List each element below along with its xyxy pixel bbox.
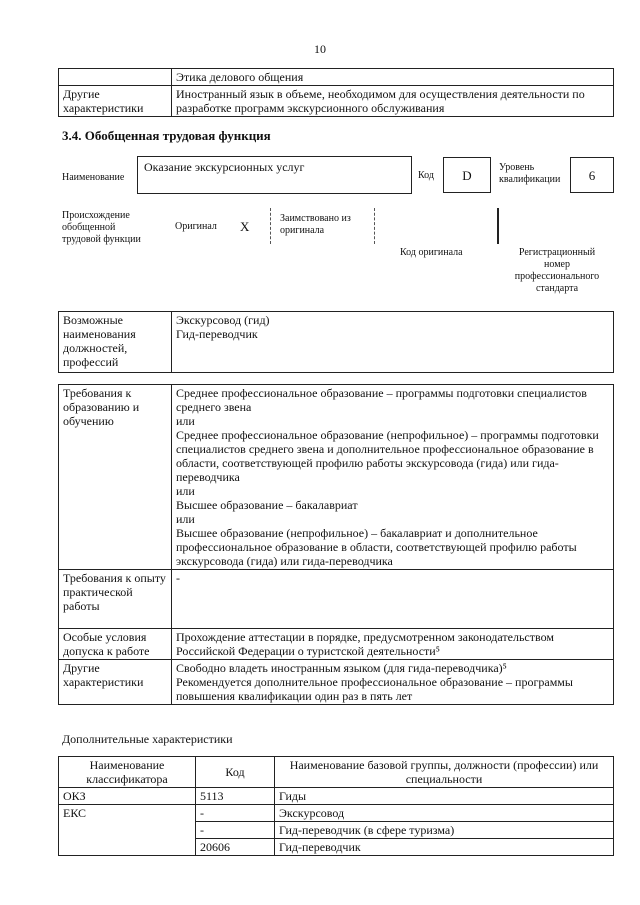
additional-cell: Гид-переводчик (в сфере туризма)	[275, 822, 614, 839]
req-access-value: Прохождение аттестации в порядке, предусмотренном законодательством Российской Федерации о туристской деятельности⁵	[172, 629, 614, 660]
position-item: Гид-переводчик	[176, 327, 258, 341]
req-edu-value	[172, 385, 614, 570]
req-edu-line: Среднее профессиональное образование – программы подготовки специалистов среднего звена	[176, 386, 587, 414]
reg-label: Регистрационный номер профессионального стандарта	[514, 247, 600, 294]
additional-header-name: Наименование базовой группы, должности (профессии) или специальности	[275, 757, 614, 788]
positions-label: Возможные наименования должностей, профессий	[59, 312, 172, 373]
name-value: Оказание экскурсионных услуг	[144, 160, 305, 174]
original-label: Оригинал	[175, 221, 217, 232]
req-exp-value: -	[172, 570, 614, 629]
section-title: 3.4. Обобщенная трудовая функция	[62, 128, 271, 143]
additional-table	[58, 756, 614, 856]
top-row2-label: Другие характеристики	[59, 86, 172, 117]
table-row	[59, 385, 614, 570]
table-row	[59, 86, 614, 117]
original-mark: X	[240, 219, 250, 234]
reg-box	[498, 208, 614, 244]
level-value: 6	[588, 168, 596, 183]
top-row1-value: Этика делового общения	[172, 69, 614, 86]
additional-header-code: Код	[196, 757, 275, 788]
additional-title: Дополнительные характеристики	[62, 732, 233, 746]
code-orig-label: Код оригинала	[400, 247, 463, 258]
table-row	[59, 570, 614, 629]
table-row	[59, 757, 614, 788]
page-number: 10	[314, 42, 326, 56]
positions-values	[172, 312, 614, 373]
borrowed-label: Заимствовано из оригинала	[280, 213, 351, 236]
req-edu-line: или	[176, 484, 195, 498]
table-row	[59, 629, 614, 660]
top-row2-value: Иностранный язык в объеме, необходимом для осуществления деятельности по разработке программ экскурсионного обслуживания	[172, 86, 614, 117]
additional-cell: Гиды	[275, 788, 614, 805]
additional-cell: Гид-переводчик	[275, 839, 614, 856]
additional-cell: 20606	[196, 839, 275, 856]
code-value-box	[443, 157, 491, 193]
additional-cell: -	[196, 822, 275, 839]
req-other-value	[172, 660, 614, 705]
req-edu-line: Среднее профессиональное образование (непрофильное) – программы подготовки специалистов среднего звена и дополнительное профессиональное образование в области, соответствующей профилю работы экскурсовода (гида) или гида-переводчика	[176, 428, 599, 484]
table-row	[59, 660, 614, 705]
code-label: Код	[418, 170, 434, 181]
positions-table	[58, 311, 614, 373]
origin-label: Происхождение обобщенной трудовой функции	[62, 210, 141, 245]
requirements-table	[58, 384, 614, 705]
origin-divider	[270, 208, 271, 244]
code-orig-box	[376, 208, 498, 244]
top-table	[58, 68, 614, 117]
req-access-label: Особые условия допуска к работе	[59, 629, 172, 660]
name-label: Наименование	[62, 172, 125, 183]
level-value-box	[570, 157, 614, 193]
req-edu-line: Высшее образование (непрофильное) – бакалавриат и дополнительное профессиональное образование в области, соответствующей профилю работы экскурсовода (гида) или гида-переводчика	[176, 526, 577, 568]
req-edu-label: Требования к образованию и обучению	[59, 385, 172, 570]
additional-cell: Экскурсовод	[275, 805, 614, 822]
additional-header-classifier: Наименование классификатора	[59, 757, 196, 788]
name-value-box	[137, 156, 412, 194]
level-label: Уровень квалификации	[499, 162, 561, 185]
req-edu-line: или	[176, 414, 195, 428]
req-other-line: Свободно владеть иностранным языком (для гида-переводчика)⁵	[176, 661, 507, 675]
code-value: D	[462, 168, 472, 183]
req-edu-line: Высшее образование – бакалавриат	[176, 498, 358, 512]
table-row	[59, 805, 614, 822]
additional-cell: ОКЗ	[59, 788, 196, 805]
req-other-line: Рекомендуется дополнительное профессиональное образование – программы повышения квалификации один раз в пять лет	[176, 675, 573, 703]
table-row	[59, 312, 614, 373]
table-row	[59, 788, 614, 805]
additional-cell: -	[196, 805, 275, 822]
table-row	[59, 69, 614, 86]
top-row1-label	[59, 69, 172, 86]
req-other-label: Другие характеристики	[59, 660, 172, 705]
position-item: Экскурсовод (гид)	[176, 313, 270, 327]
req-exp-label: Требования к опыту практической работы	[59, 570, 172, 629]
additional-cell: ЕКС	[59, 805, 196, 856]
req-edu-line: или	[176, 512, 195, 526]
additional-cell: 5113	[196, 788, 275, 805]
